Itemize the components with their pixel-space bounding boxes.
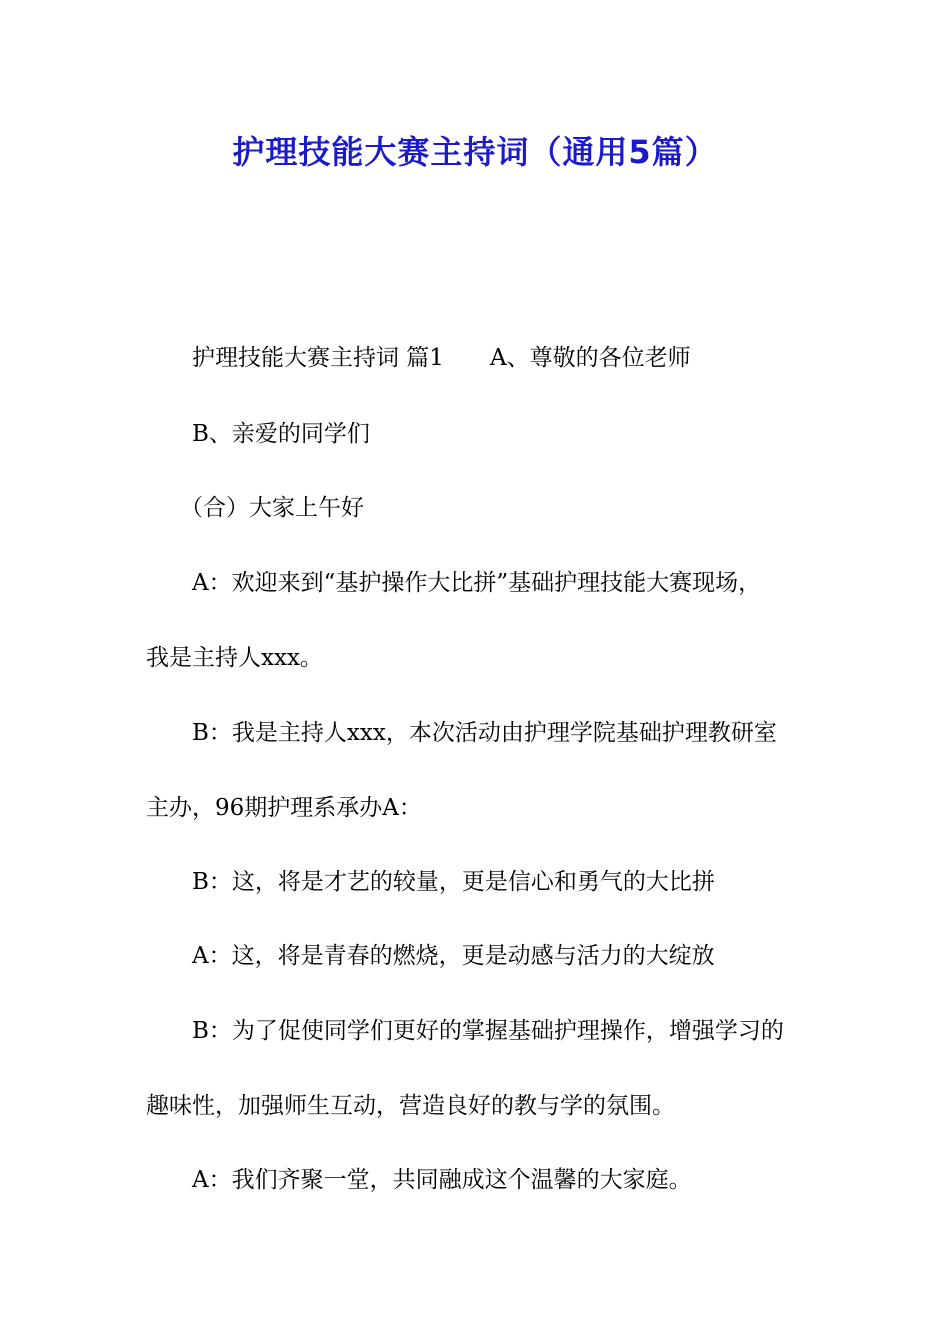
section-heading: 护理技能大赛主持词 篇1	[192, 345, 444, 371]
paragraph-gathering: A：我们齐聚一堂，共同融成这个温馨的大家庭。	[192, 1167, 692, 1193]
paragraph-youth-burning: A：这，将是青春的燃烧，更是动感与活力的大绽放	[192, 943, 715, 969]
paragraph-greeting-all: （合）大家上午好	[180, 495, 364, 521]
paragraph-welcome-line1: A：欢迎来到“基护操作大比拼”基础护理技能大赛现场，	[192, 570, 762, 596]
paragraph-purpose-line1: B：为了促使同学们更好的掌握基础护理操作，增强学习的	[192, 1018, 784, 1044]
greeting-teachers: A、尊敬的各位老师	[489, 345, 691, 371]
document-title: 护理技能大赛主持词（通用5篇）	[232, 133, 718, 171]
paragraph-organizer-line2: 主办，96期护理系承办A：	[146, 795, 422, 821]
paragraph-talent-contest: B：这，将是才艺的较量，更是信心和勇气的大比拼	[192, 869, 715, 895]
paragraph-purpose-line2: 趣味性，加强师生互动，营造良好的教与学的氛围。	[146, 1093, 675, 1119]
paragraph-section-heading	[192, 342, 691, 374]
paragraph-greeting-students: B、亲爱的同学们	[192, 421, 370, 447]
paragraph-welcome-line2: 我是主持人xxx。	[146, 645, 323, 671]
paragraph-organizer-line1: B：我是主持人xxx，本次活动由护理学院基础护理教研室	[192, 720, 777, 746]
